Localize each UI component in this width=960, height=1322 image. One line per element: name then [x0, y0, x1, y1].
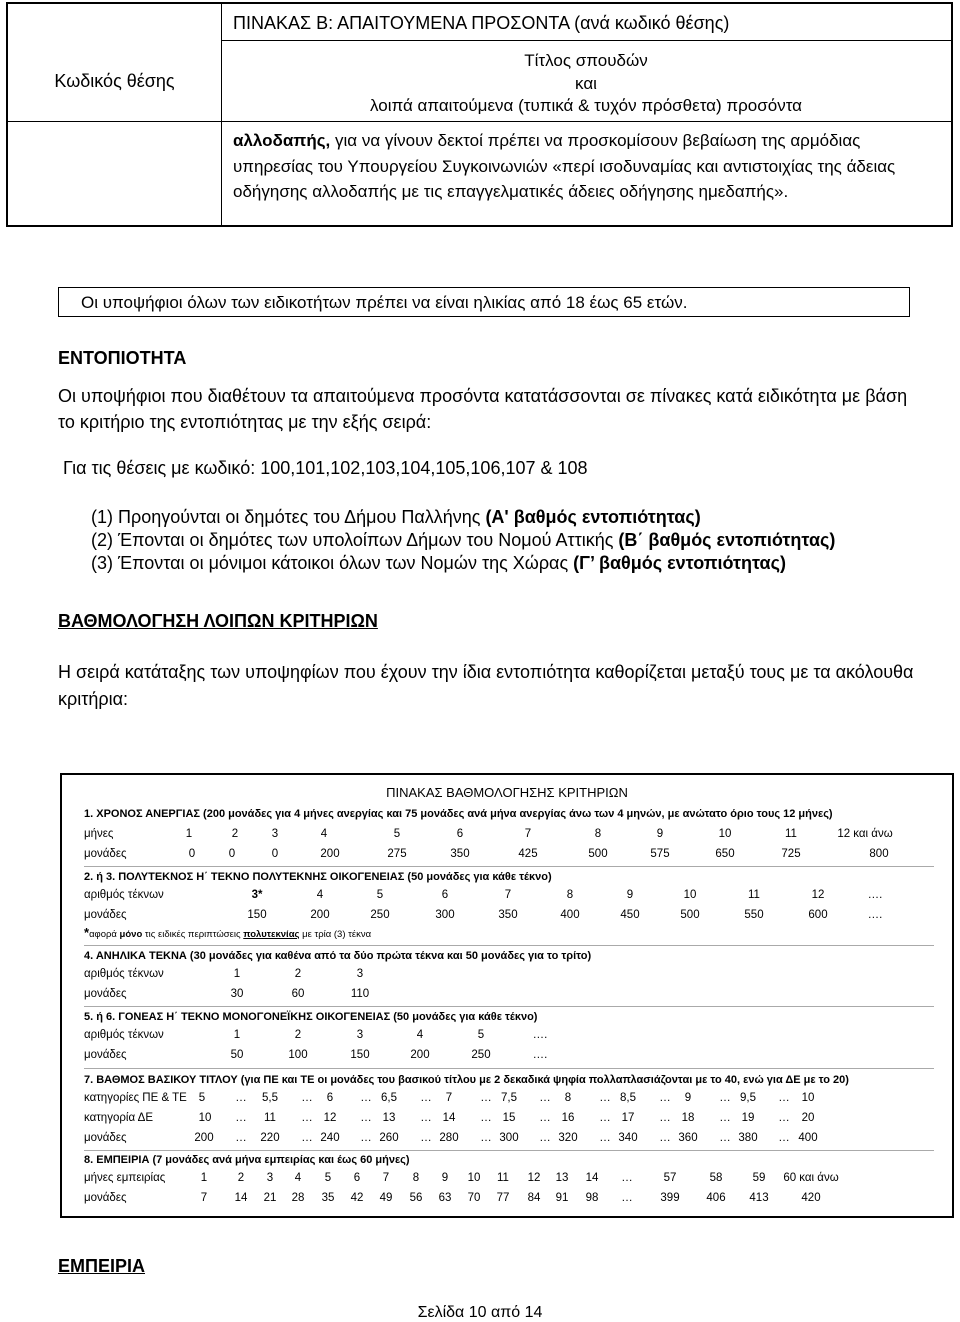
table-cell: … — [480, 1092, 492, 1104]
table-cell: 7,5 — [501, 1092, 517, 1104]
table-cell: 800 — [869, 848, 889, 860]
table-cell: 9 — [626, 889, 634, 901]
table-cell: …. — [867, 909, 883, 921]
qualifications-table — [6, 2, 953, 227]
position-codes: Για τις θέσεις με κωδικό: 100,101,102,103,104,105,106,107 & 108 — [63, 458, 588, 478]
table-cell: 4 — [316, 889, 324, 901]
table-cell: 2 — [294, 1029, 302, 1041]
table-cell: 10 — [198, 1112, 212, 1124]
table-cell: … — [235, 1132, 247, 1144]
paragraph-line: Η σειρά κατάταξης των υποψηφίων που έχουν την ίδια εντοπιότητα καθορίζεται μεταξύ τους με τα ακόλουθα — [58, 662, 914, 682]
table-cell: 11 — [264, 1112, 276, 1124]
table-cell: 2 — [231, 828, 239, 840]
table-cell: 11 — [497, 1172, 509, 1184]
list-item — [91, 529, 835, 553]
table-cell: … — [659, 1112, 671, 1124]
table-cell: … — [659, 1132, 671, 1144]
table-cell: 60 — [291, 988, 305, 1000]
table-cell: 250 — [370, 909, 390, 921]
row-label: μονάδες — [84, 909, 127, 921]
table-cell: 58 — [709, 1172, 723, 1184]
table-cell: … — [360, 1132, 372, 1144]
table-cell: 91 — [555, 1192, 569, 1204]
table-cell: … — [778, 1132, 790, 1144]
table-cell: 8,5 — [620, 1092, 636, 1104]
footnote-star: * — [84, 925, 90, 940]
criterion-title: 2. ή 3. ΠΟΛΥΤΕΚΝΟΣ Η΄ ΤΕΚΝΟ ΠΟΛΥΤΕΚΝΗΣ ΟΙΚΟΓΕΝΕΙΑΣ (50 μονάδες για κάθε τέκνο) — [84, 871, 552, 883]
table-cell: … — [539, 1112, 551, 1124]
table-cell: … — [599, 1132, 611, 1144]
table-cell: 12 — [527, 1172, 541, 1184]
table-cell: 3 — [356, 968, 364, 980]
table-cell: 49 — [379, 1192, 393, 1204]
table-cell: 4 — [320, 828, 328, 840]
table-cell: 3 — [271, 828, 279, 840]
table-cell: … — [301, 1092, 313, 1104]
table-cell: 1 — [233, 1029, 241, 1041]
row-label: μονάδες — [84, 848, 127, 860]
table-cell: 200 — [310, 909, 330, 921]
table-cell: 84 — [527, 1192, 541, 1204]
table-cell: 400 — [560, 909, 580, 921]
scoring-table — [60, 773, 954, 1218]
row-label: αριθμός τέκνων — [84, 1029, 164, 1041]
footnote-text: τις ειδικές περιπτώσεις — [142, 929, 244, 940]
table-cell: … — [420, 1092, 432, 1104]
table-cell: 12 — [323, 1112, 337, 1124]
table-cell: 10 — [683, 889, 697, 901]
table-cell: 3* — [251, 889, 263, 901]
table-cell: 57 — [663, 1172, 677, 1184]
table-cell: … — [719, 1112, 731, 1124]
list-item-text: (3) Έπονται οι μόνιμοι κάτοικοι όλων των Νομών της Χώρας — [91, 553, 574, 573]
row-label: αριθμός τέκνων — [84, 968, 164, 980]
list-item-text: (1) Προηγούνται οι δημότες του Δήμου Παλλήνης — [91, 507, 486, 527]
column-header-title-line: και — [575, 74, 597, 93]
divider — [84, 866, 934, 867]
table-cell: … — [539, 1092, 551, 1104]
body-text: για να γίνουν δεκτοί πρέπει να προσκομίσουν βεβαίωση της αρμόδιας — [330, 131, 861, 150]
table-cell: 60 και άνω — [783, 1172, 839, 1184]
row-label: μήνες — [84, 828, 114, 840]
table-cell: 360 — [678, 1132, 698, 1144]
list-item-bold: (Β΄ βαθμός εντοπιότητας) — [618, 530, 836, 550]
section-heading-criteria: ΒΑΘΜΟΛΟΓΗΣΗ ΛΟΙΠΩΝ ΚΡΙΤΗΡΙΩΝ — [58, 611, 378, 631]
table-cell: … — [420, 1112, 432, 1124]
table-cell: 6,5 — [381, 1092, 397, 1104]
table-cell: … — [235, 1092, 247, 1104]
table-cell: 7 — [504, 889, 512, 901]
criterion-title: 1. ΧΡΟΝΟΣ ΑΝΕΡΓΙΑΣ (200 μονάδες για 4 μήνες ανεργίας και 75 μονάδες ανά μήνα ανεργίας άνω των 4 μηνών, με ανώτατο όριο τους 12 μήνες) — [84, 808, 833, 820]
table-cell: 10 — [467, 1172, 481, 1184]
footnote-text: μόνο — [119, 929, 143, 940]
section-heading-empeiria: ΕΜΠΕΙΡΙΑ — [58, 1256, 146, 1276]
footnote-text: με τρία (3) τέκνα — [299, 929, 372, 940]
paragraph-line: το κριτήριο της εντοπιότητας με την εξής σειρά: — [58, 412, 432, 432]
table-cell: 30 — [230, 988, 244, 1000]
table-cell: 400 — [798, 1132, 818, 1144]
table-cell: 100 — [288, 1049, 308, 1061]
criterion-title: 8. ΕΜΠΕΙΡΙΑ (7 μονάδες ανά μήνα εμπειρίας και έως 60 μήνες) — [84, 1154, 410, 1166]
age-requirement-box: Οι υποψήφιοι όλων των ειδικοτήτων πρέπει να είναι ηλικίας από 18 έως 65 ετών. — [58, 287, 910, 317]
table-cell: 6 — [353, 1172, 361, 1184]
table-cell: … — [301, 1112, 313, 1124]
paragraph-line: κριτήρια: — [58, 689, 129, 709]
table-cell: … — [480, 1132, 492, 1144]
table-cell: … — [235, 1112, 247, 1124]
table-cell: 6 — [326, 1092, 334, 1104]
list-item-text: (2) Έπονται οι δημότες των υπολοίπων Δήμων του Νομού Αττικής — [91, 530, 619, 550]
table-cell: … — [599, 1092, 611, 1104]
table-cell: 2 — [237, 1172, 245, 1184]
table-title: ΠΙΝΑΚΑΣ Β: ΑΠΑΙΤΟΥΜΕΝΑ ΠΡΟΣΟΝΤΑ (ανά κωδικό θέσης) — [233, 13, 730, 33]
table-cell: … — [480, 1112, 492, 1124]
table-cell: 14 — [234, 1192, 248, 1204]
footnote-text: αφορά — [89, 929, 120, 940]
table-cell: 15 — [502, 1112, 516, 1124]
row-label: μονάδες — [84, 1132, 127, 1144]
table-divider — [221, 40, 951, 41]
table-cell: 8 — [566, 889, 574, 901]
table-cell: … — [360, 1092, 372, 1104]
row-label: μονάδες — [84, 1192, 127, 1204]
table-cell: 413 — [749, 1192, 769, 1204]
paragraph-line: Οι υποψήφιοι που διαθέτουν τα απαιτούμενα προσόντα κατατάσσονται σε πίνακες κατά ειδικότητα με βάση — [58, 386, 908, 406]
table-cell: 0 — [188, 848, 196, 860]
table-cell: 1 — [233, 968, 241, 980]
row-label: μονάδες — [84, 1049, 127, 1061]
table-cell: 9 — [684, 1092, 692, 1104]
table-cell: 450 — [620, 909, 640, 921]
table-cell: 7 — [382, 1172, 390, 1184]
table-cell: 77 — [496, 1192, 510, 1204]
table-cell: 5 — [477, 1029, 485, 1041]
table-cell: … — [778, 1092, 790, 1104]
table-cell: 5 — [376, 889, 384, 901]
table-cell: 300 — [435, 909, 455, 921]
table-cell: 7 — [524, 828, 532, 840]
table-cell: 10 — [801, 1092, 815, 1104]
table-cell: 500 — [588, 848, 608, 860]
divider — [84, 945, 934, 946]
table-cell: 28 — [291, 1192, 305, 1204]
table-cell: 220 — [260, 1132, 280, 1144]
column-header-title-line: λοιπά απαιτούμενα (τυπικά & τυχόν πρόσθετα) προσόντα — [370, 96, 802, 115]
body-text: οδήγησης αλλοδαπής με τις επαγγελματικές άδειες οδήγησης ημεδαπής». — [233, 182, 789, 201]
table-cell: 4 — [294, 1172, 302, 1184]
table-cell: 260 — [379, 1132, 399, 1144]
table-cell: 350 — [498, 909, 518, 921]
list-item — [91, 552, 786, 576]
section-heading-entopiotita: ΕΝΤΟΠΙΟΤΗΤΑ — [58, 348, 187, 368]
table-cell: 70 — [467, 1192, 481, 1204]
table-cell: 275 — [387, 848, 407, 860]
column-header-code: Κωδικός θέσης — [54, 71, 175, 91]
table-cell: 5 — [324, 1172, 332, 1184]
table-cell: 50 — [230, 1049, 244, 1061]
footnote-text: πολυτεκνίας — [243, 929, 300, 940]
table-cell: 9 — [656, 828, 664, 840]
table-cell-text — [233, 128, 955, 205]
table-cell: 13 — [555, 1172, 569, 1184]
body-text: υπηρεσίας του Υπουργείου Συγκοινωνιών «περί ισοδυναμίας και αντιστοιχίας της άδειας — [233, 156, 896, 176]
table-cell: 9 — [441, 1172, 449, 1184]
table-cell: 1 — [185, 828, 193, 840]
row-label: μήνες εμπειρίας — [84, 1172, 166, 1184]
table-cell: 725 — [781, 848, 801, 860]
table-cell: 35 — [321, 1192, 335, 1204]
table-cell: 550 — [744, 909, 764, 921]
table-cell: 200 — [410, 1049, 430, 1061]
table-cell: 8 — [594, 828, 602, 840]
table-cell: 11 — [748, 889, 760, 901]
table-cell: 575 — [650, 848, 670, 860]
table-cell: 3 — [266, 1172, 274, 1184]
list-item — [91, 506, 701, 530]
table-cell: 425 — [518, 848, 538, 860]
table-cell: 19 — [741, 1112, 755, 1124]
table-cell: 98 — [585, 1192, 599, 1204]
table-cell: 399 — [660, 1192, 680, 1204]
table-cell: … — [659, 1092, 671, 1104]
table-cell: 3 — [356, 1029, 364, 1041]
row-label: κατηγορία ΔΕ — [84, 1112, 153, 1124]
table-cell: 6 — [456, 828, 464, 840]
table-cell: 5 — [198, 1092, 206, 1104]
list-item-bold: (Γ’ βαθμός εντοπιότητας) — [573, 553, 786, 573]
table-cell: 110 — [350, 988, 370, 1000]
row-label: μονάδες — [84, 988, 127, 1000]
table-cell: 42 — [350, 1192, 364, 1204]
table-cell: 1 — [200, 1172, 208, 1184]
table-cell: …. — [867, 889, 883, 901]
list-item-bold: (Α' βαθμός εντοπιότητας) — [485, 507, 701, 527]
row-label: κατηγορίες ΠΕ & ΤΕ — [84, 1092, 187, 1104]
table-cell: 8 — [564, 1092, 572, 1104]
footnote — [84, 925, 371, 940]
table-cell: 600 — [808, 909, 828, 921]
table-cell: 150 — [247, 909, 267, 921]
table-cell: …. — [532, 1029, 548, 1041]
table-cell: 200 — [320, 848, 340, 860]
table-cell: … — [599, 1112, 611, 1124]
bold-term: αλλοδαπής, — [233, 131, 331, 150]
table-cell: 280 — [439, 1132, 459, 1144]
table-cell: 2 — [294, 968, 302, 980]
row-label: αριθμός τέκνων — [84, 889, 164, 901]
divider — [84, 1150, 934, 1151]
table-cell: 20 — [801, 1112, 815, 1124]
table-cell: 16 — [561, 1112, 575, 1124]
table-cell: 4 — [416, 1029, 424, 1041]
table-cell: 300 — [499, 1132, 519, 1144]
table-cell: 59 — [752, 1172, 766, 1184]
table-cell: 11 — [785, 828, 797, 840]
table-cell: 17 — [621, 1112, 635, 1124]
table-cell: 5,5 — [262, 1092, 278, 1104]
criterion-title: 5. ή 6. ΓΟΝΕΑΣ Η΄ ΤΕΚΝΟ ΜΟΝΟΓΟΝΕΪΚΗΣ ΟΙΚΟΓΕΝΕΙΑΣ (50 μονάδες για κάθε τέκνο) — [84, 1011, 538, 1023]
table-cell: … — [778, 1112, 790, 1124]
table-cell: 380 — [738, 1132, 758, 1144]
table-cell: 14 — [585, 1172, 599, 1184]
table-cell: 12 και άνω — [837, 828, 893, 840]
table-cell: … — [420, 1132, 432, 1144]
table-cell: 320 — [558, 1132, 578, 1144]
table-cell: 340 — [618, 1132, 638, 1144]
table-cell: 350 — [450, 848, 470, 860]
table-cell: 240 — [320, 1132, 340, 1144]
table-cell: … — [301, 1132, 313, 1144]
table-cell: 500 — [680, 909, 700, 921]
table-cell: 8 — [412, 1172, 420, 1184]
table-cell: 18 — [681, 1112, 695, 1124]
table-cell: 6 — [441, 889, 449, 901]
divider — [84, 1068, 934, 1069]
table-cell: 406 — [706, 1192, 726, 1204]
table-cell: … — [621, 1172, 633, 1184]
table-cell: 420 — [801, 1192, 821, 1204]
divider — [84, 1006, 934, 1007]
table-cell: 150 — [350, 1049, 370, 1061]
table-cell: 56 — [409, 1192, 423, 1204]
table-divider — [8, 121, 951, 122]
table-cell: 13 — [382, 1112, 396, 1124]
page-footer: Σελίδα 10 από 14 — [417, 1304, 543, 1321]
table-cell: … — [719, 1132, 731, 1144]
table-cell: 0 — [271, 848, 279, 860]
table-cell: 21 — [263, 1192, 277, 1204]
table-cell: 650 — [715, 848, 735, 860]
criterion-title: 7. ΒΑΘΜΟΣ ΒΑΣΙΚΟΥ ΤΙΤΛΟΥ (για ΠΕ και ΤΕ οι μονάδες του βασικού τίτλου με 2 δεκαδικά ψηφία πολλαπλασιάζονται με το 40, ενώ για ΔΕ με το 20) — [84, 1074, 849, 1086]
table-cell: 0 — [228, 848, 236, 860]
table-cell: 63 — [438, 1192, 452, 1204]
table-cell: 5 — [393, 828, 401, 840]
table-cell: … — [719, 1092, 731, 1104]
table-cell: … — [360, 1112, 372, 1124]
table-cell: 7 — [200, 1192, 208, 1204]
scoring-table-title: ΠΙΝΑΚΑΣ ΒΑΘΜΟΛΟΓΗΣΗΣ ΚΡΙΤΗΡΙΩΝ — [386, 785, 628, 800]
table-cell: 12 — [811, 889, 825, 901]
table-cell: 14 — [442, 1112, 456, 1124]
table-cell: 7 — [445, 1092, 453, 1104]
table-cell: 250 — [471, 1049, 491, 1061]
table-cell: … — [621, 1192, 633, 1204]
table-cell: … — [539, 1132, 551, 1144]
table-cell: 200 — [194, 1132, 214, 1144]
table-cell: 10 — [718, 828, 732, 840]
table-cell: …. — [532, 1049, 548, 1061]
table-cell: 9,5 — [740, 1092, 756, 1104]
criterion-title: 4. ΑΝΗΛΙΚΑ ΤΕΚΝΑ (30 μονάδες για καθένα από τα δύο πρώτα τέκνα και 50 μονάδες για το τρίτο) — [84, 950, 592, 962]
column-header-title-line: Τίτλος σπουδών — [524, 51, 648, 70]
